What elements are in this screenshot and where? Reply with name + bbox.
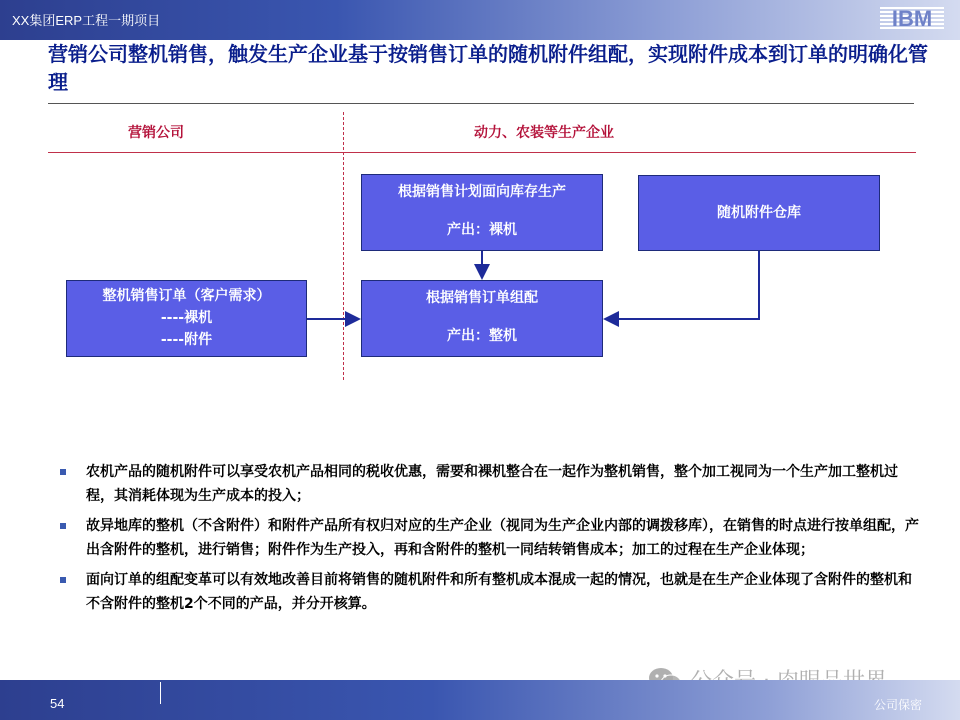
column-header-production: 动力、农装等生产企业 — [474, 125, 614, 141]
slide-title: 营销公司整机销售，触发生产企业基于按销售订单的随机附件组配，实现附件成本到订单的明确化管理 — [48, 42, 928, 94]
box-sales-order-line2: ----裸机 — [160, 310, 213, 326]
project-name: XX集团ERP工程一期项目 — [12, 13, 161, 28]
arrow-warehouse-to-assembly — [607, 251, 759, 319]
footer-bar — [0, 680, 960, 720]
bullet-item — [60, 514, 920, 562]
column-header-sales: 营销公司 — [128, 125, 184, 141]
box-plan-production-line2: 产出：裸机 — [447, 222, 517, 238]
ibm-logo — [880, 6, 944, 30]
bullet-text: 故异地库的整机（不含附件）和附件产品所有权归对应的生产企业（视同为生产企业内部的调拨移库），在销售的时点进行按单组配，产出含附件的整机，进行销售；附件作为生产投入，再和含附件的整机一同结转销售成本；加工的过程在生产企业体现； — [86, 518, 919, 558]
box-sales-order-line1: 整机销售订单（客户需求） — [102, 288, 271, 304]
box-order-assembly-line2: 产出：整机 — [447, 328, 517, 344]
bullet-square-icon — [60, 469, 66, 475]
header-divider — [48, 152, 916, 153]
header-bar — [0, 0, 960, 40]
bullet-text: 农机产品的随机附件可以享受农机产品相同的税收优惠，需要和裸机整合在一起作为整机销售，整个加工视同为一个生产加工整机过程，其消耗体现为生产成本的投入； — [86, 464, 898, 504]
bullet-square-icon — [60, 523, 66, 529]
bullet-square-icon — [60, 577, 66, 583]
box-plan-production — [361, 174, 603, 251]
swimlane-divider — [343, 112, 344, 380]
box-plan-production-line1: 根据销售计划面向库存生产 — [398, 184, 566, 200]
box-accessory-warehouse — [638, 175, 880, 251]
confidential-label: 公司保密 — [874, 698, 923, 712]
box-sales-order-line3: ----附件 — [160, 332, 213, 348]
ibm-logo-text: IBM — [891, 6, 933, 30]
box-accessory-warehouse-line1: 随机附件仓库 — [717, 205, 801, 221]
box-sales-order — [66, 280, 307, 357]
bullet-item — [60, 460, 920, 508]
bullet-text: 面向订单的组配变革可以有效地改善目前将销售的随机附件和所有整机成本混成一起的情况，也就是在生产企业体现了含附件的整机和不含附件的整机2个不同的产品，并分开核算。 — [86, 572, 912, 612]
title-divider — [48, 103, 914, 104]
bullet-list — [60, 460, 920, 616]
box-order-assembly-line1: 根据销售订单组配 — [426, 290, 538, 306]
footer-divider — [160, 682, 161, 704]
page-number: 54 — [50, 696, 65, 711]
bullet-item — [60, 568, 920, 616]
box-order-assembly — [361, 280, 603, 357]
